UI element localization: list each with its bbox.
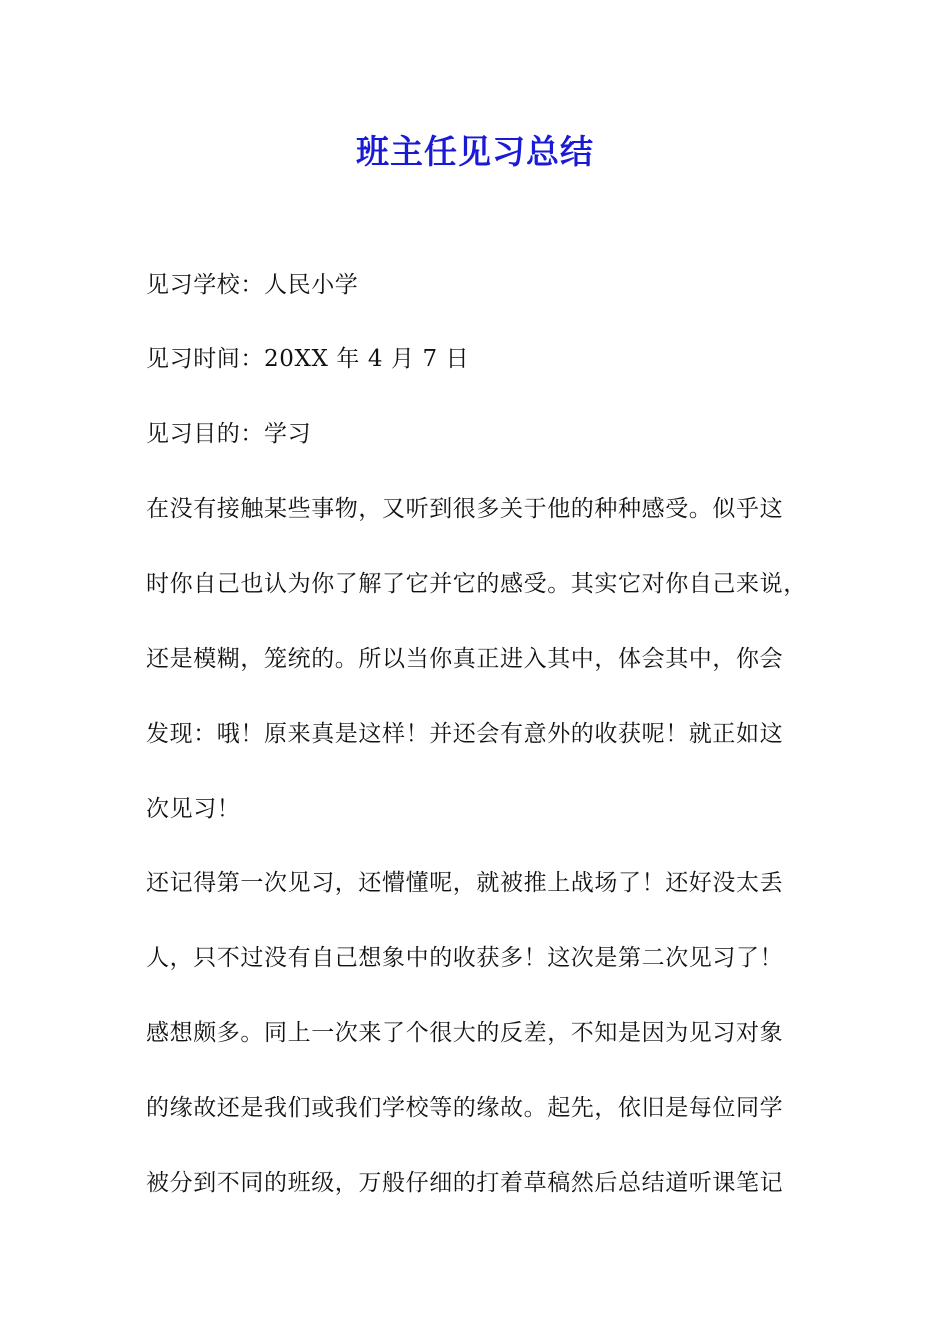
document-title: 班主任见习总结 (356, 132, 594, 171)
body-text-line: 还是模糊，笼统的。所以当你真正进入其中，体会其中，你会 (146, 646, 784, 672)
body-text-line: 感想颇多。同上一次来了个很大的反差，不知是因为见习对象 (146, 1020, 784, 1046)
info-purpose: 见习目的：学习 (146, 421, 312, 447)
info-time: 见习时间：20XX 年 4 月 7 日 (146, 346, 470, 372)
body-text-line: 发现：哦！原来真是这样！并还会有意外的收获呢！就正如这 (146, 721, 784, 747)
body-text-line: 次见习！ (146, 796, 241, 822)
body-text-line: 人，只不过没有自己想象中的收获多！这次是第二次见习了！ (146, 945, 784, 971)
body-text-line: 的缘故还是我们或我们学校等的缘故。起先，依旧是每位同学 (146, 1095, 784, 1121)
body-text-line: 在没有接触某些事物，又听到很多关于他的种种感受。似乎这 (146, 496, 784, 522)
body-text-line: 时你自己也认为你了解了它并它的感受。其实它对你自己来说， (146, 571, 807, 597)
body-text-line: 还记得第一次见习，还懵懂呢，就被推上战场了！还好没太丢 (146, 870, 784, 896)
body-text-line: 被分到不同的班级，万般仔细的打着草稿然后总结道听课笔记 (146, 1170, 784, 1196)
info-school: 见习学校：人民小学 (146, 272, 359, 298)
